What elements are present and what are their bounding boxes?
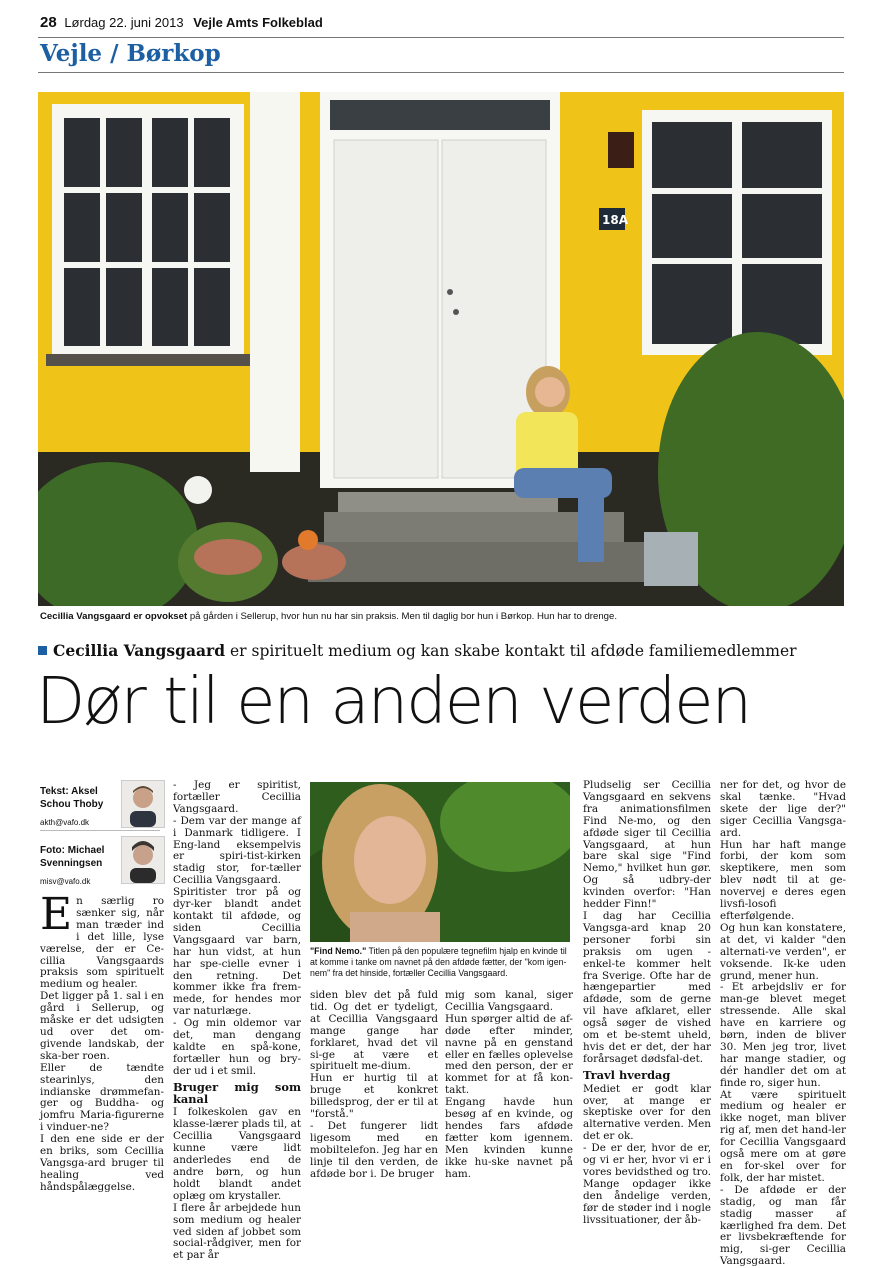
section-title: Vejle / Børkop — [40, 40, 221, 67]
caption-text: på gården i Sellerup, hvor hun nu har sin praksis. Men til daglig bor hun i Børkop. Hun har to drenge. — [187, 611, 618, 622]
paragraph: Eller de tændte stearinlys, den indianske drømmefan-ger og Buddha- og jomfru Maria-figurerne i vinduer-ne? — [40, 1061, 164, 1134]
paragraph: Pludselig ser Cecillia Vangsgaard en sekvens fra animationsfilmen Find Ne-mo, og den afdøde siger til Cecillia Vangsgaard, at hun bare skal sige "Find Nemo," hvilket hun gør. Og så udbry-der kvinden overfor: "Han hedder Finn!" — [583, 779, 711, 911]
house-number: 18A — [602, 213, 628, 227]
main-photo — [38, 92, 844, 606]
byline-photo — [40, 844, 120, 888]
headline: Dør til en anden verden — [36, 665, 751, 739]
paragraph: - De afdøde er der stadig, og man får stadig masser af kærlighed fra dem. Det er livsbekræftende for mig, si-ger Cecillia Vangsgaard. — [720, 1183, 846, 1268]
article-column-4 — [445, 990, 573, 1181]
page-number: 28 — [40, 14, 57, 31]
subheading: Travl hverdag — [583, 1067, 671, 1082]
newspaper-name: Vejle Amts Folkeblad — [193, 15, 323, 30]
article-column-1 — [40, 889, 164, 1194]
byline-text-email[interactable]: akth@vafo.dk — [40, 818, 90, 827]
article-column-2 — [173, 780, 301, 1262]
paragraph: Engang havde hun besøg af en kvinde, og hendes fars afdøde fætter kom igennem. Men kvinden kunne ikke hu-ske navnet på ham. — [445, 1096, 573, 1180]
byline-text — [40, 785, 120, 829]
paragraph: I den ene side er der en briks, som Cecillia Vangsga-ard bruger til healing ved håndspålæggelse. — [40, 1133, 164, 1193]
subheading: Bruger mig som kanal — [173, 1079, 301, 1106]
issue-date: Lørdag 22. juni 2013 — [64, 15, 184, 30]
byline-photo-email[interactable]: misv@vafo.dk — [40, 877, 91, 886]
drop-cap: E — [40, 889, 73, 940]
byline-text-label: Tekst: Aksel — [40, 786, 98, 797]
header-rule — [38, 37, 844, 38]
byline-photo-label: Foto: Michael — [40, 845, 105, 856]
inset-photo — [310, 782, 570, 942]
paragraph: Mediet er godt klar over, at mange er skeptiske over for den alternative verden. Men det er ok. — [583, 1082, 711, 1143]
photo-caption — [40, 611, 844, 623]
byline-text-name: Schou Thoby — [40, 799, 104, 810]
kicker — [38, 641, 797, 660]
paragraph: Det ligger på 1. sal i en gård i Sellerup, og måske er det udsigten ud over det om-givende landskab, der ska-ber roen. — [40, 990, 164, 1062]
paragraph: ner for det, og hvor de skal tænke. "Hvad skete der lige der?" siger Cecillia Vangsga-ard. — [720, 779, 846, 839]
article-column-6 — [720, 780, 846, 1268]
house-photo-illustration — [38, 92, 844, 606]
paragraph: I folkeskolen gav en klasse-lærer plads til, at Cecillia Vangsgaard kunne være lidt anderledes end de andre børn, og hun holdt blandt andet oplæg om krystaller. — [173, 1106, 301, 1202]
paragraph: Og hun kan konstatere, at det, vi kalder "den alternati-ve verden", er voksende. Ik-ke uden grund, mener hun. — [720, 921, 846, 982]
paragraph: Hun har haft mange forbi, der kom som skeptikere, men som blev nødt til at ge-novervej e deres egen livsfi-losofi efterfølgende. — [720, 838, 846, 922]
kicker-name: Cecillia Vangsgaard — [53, 641, 226, 660]
inset-caption — [310, 946, 574, 979]
byline-divider — [40, 830, 160, 831]
paragraph: Hun er hurtig til at bruge et konkret billedsprog, der er til at "forstå." — [310, 1072, 438, 1121]
paragraph: mig som kanal, siger Cecillia Vangsgaard. — [445, 989, 573, 1013]
kicker-text: er spirituelt medium og kan skabe kontakt til afdøde familiemedlemmer — [225, 642, 797, 660]
inset-caption-lead: "Find Nemo." — [310, 946, 367, 956]
paragraph: I flere år arbejdede hun som medium og healer ved siden af jobbet som social-rådgiver, men for et par år — [173, 1201, 301, 1262]
section-rule — [38, 72, 844, 73]
photographer-avatar — [121, 836, 165, 884]
paragraph: - Og min oldemor var det, man dengang kaldte en spå-kone, fortæller hun og bry-der ud i et smil. — [173, 1017, 301, 1077]
paragraph: - Dem var der mange af i Danmark tidligere. I Eng-land eksempelvis er spiri-tist-kirken stadig stor, for-tæller Cecillia Vangsgaard. — [173, 814, 301, 887]
paragraph: - Jeg er spiritist, fortæller Cecillia Vangsgaard. — [173, 779, 301, 815]
paragraph: Hun spørger altid de af-døde efter minder, navne på en genstand eller en fælles oplevelse med den person, der er kommet for at få kon-takt. — [445, 1012, 573, 1097]
inset-caption-text: Titlen på den populære tegnefilm hjalp en kvinde til at komme i tanke om navnet på den afdøde fætter, der "kom igen-nem" fra det hinside, fortæller Cecillia Vangsgaard. — [310, 946, 567, 978]
paragraph: - Det fungerer lidt ligesom med en mobiltelefon. Jeg har en linje til den verden, de afdøde bor i. De bruger — [310, 1119, 438, 1180]
paragraph: I dag har Cecillia Vangsga-ard knap 20 personer forbi sin praksis om ugen - enkel-te kommer helt fra Sverige. Ofte har de hængepartier med afdøde, som de gerne vil have afklaret, eller også søger de vished om et be-stemt uheld, hvis det er det, der har forårsaget dødsfal-det. — [583, 909, 711, 1065]
folio — [40, 14, 323, 31]
paragraph: - Et arbejdsliv er for man-ge blevet meget stressende. Alle skal have en karriere og børn, inden de bliver 30. Men jeg tror, livet har mange stadier, og dér handler det om at finde ro, siger hun. — [720, 981, 846, 1089]
paragraph: siden blev det på fuld tid. Og det er tydeligt, at Cecillia Vangsgaard mange gange har forklaret, hvad det vil si-ge at være et spirituelt me-dium. — [310, 989, 438, 1073]
byline-photo-name: Svenningsen — [40, 858, 103, 869]
kicker-square-icon — [38, 646, 47, 655]
paragraph: At være spirituelt medium og healer er ikke noget, man bliver rig af, men det hand-ler for Cecillia Vangsgaard også mere om at gøre en for-skel over for folk, der har mistet. — [720, 1088, 846, 1184]
paragraph: - De er der, hvor de er, og vi er her, hvor vi er i vores bevidsthed og tro. Mange opdager ikke den åndelige verden, før de støder ind i nogle livssituationer, der åb- — [583, 1142, 711, 1226]
caption-lead: Cecillia Vangsgaard er opvokset — [40, 611, 188, 622]
paragraph: En særlig ro sænker sig, når man træder ind i det lille, lyse værelse, der er Ce-cillia Vangsgaards praksis som spirituelt medium og healer. — [40, 889, 164, 991]
article-column-3 — [310, 990, 438, 1181]
author-avatar — [121, 780, 165, 828]
paragraph: Spiritister tror på og dyr-ker blandt andet kontakt til afdøde, og siden Cecillia Vangsgaard var barn, har hun vidst, at hun har spe-cielle evner i den retning. Det kommer ikke fra frem-mede, for hendes mor var naturlæge. — [173, 886, 301, 1018]
article-column-5 — [583, 780, 711, 1227]
portrait-illustration — [310, 782, 570, 942]
